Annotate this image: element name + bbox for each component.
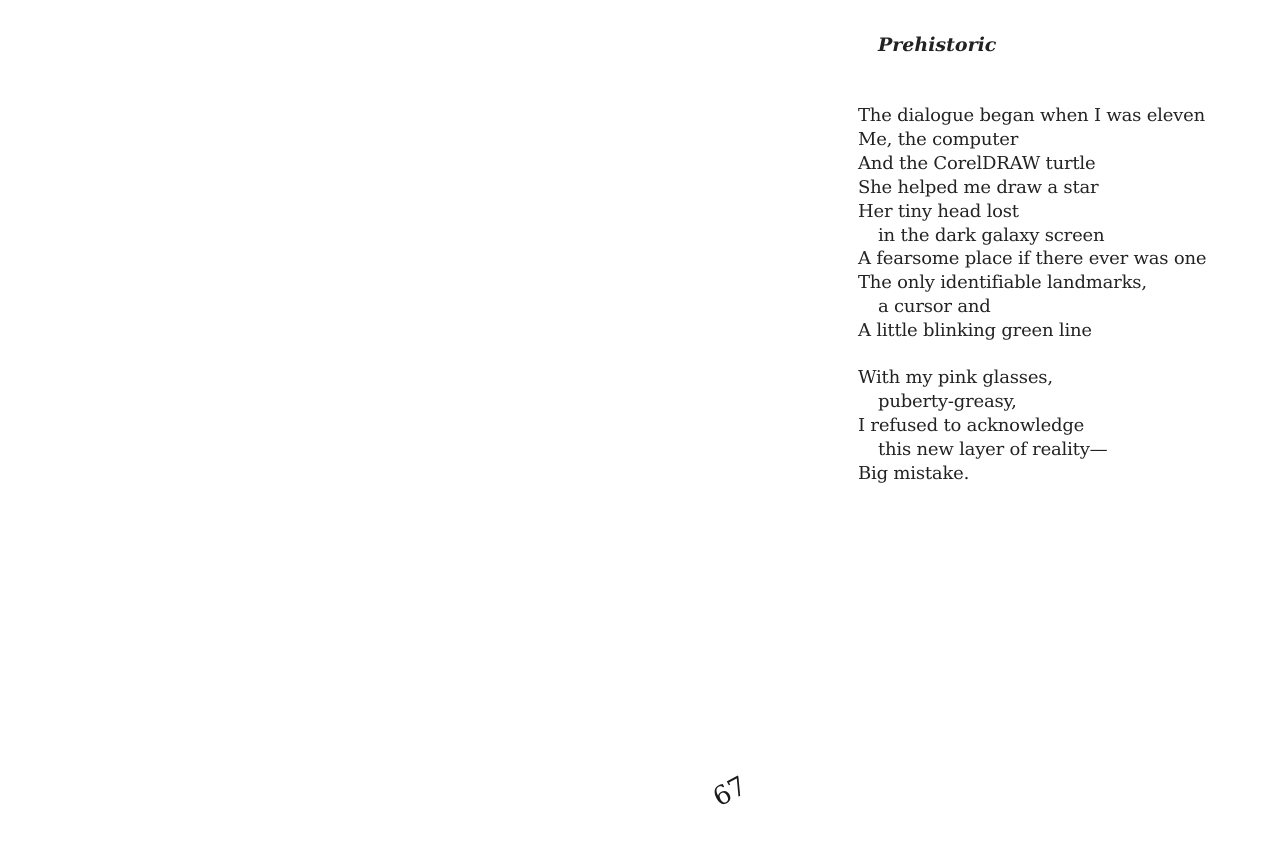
poem-line: Me, the computer [858,128,1019,150]
stanza-2 [858,366,1278,486]
poem-line: The only identifiable landmarks, [858,272,1147,294]
poem-line: A fearsome place if there ever was one [858,248,1207,270]
poem-line-indented: a cursor and [878,296,991,318]
poem-line: Big mistake. [858,462,970,484]
poem-line: I refused to acknowledge [858,414,1085,436]
poem-body [858,104,1278,509]
poem-line-indented: puberty-greasy, [878,390,1017,412]
page-number: 67 [708,770,752,814]
poem-title: Prehistoric [878,34,997,56]
poem-line-indented: in the dark galaxy screen [878,224,1105,246]
poem-line: With my pink glasses, [858,367,1053,389]
poem-line: Her tiny head lost [858,200,1019,222]
poem-line: And the CorelDRAW turtle [858,152,1096,174]
stanza-1 [858,104,1278,343]
poem-line-indented: this new layer of reality— [878,438,1108,460]
poem-line: She helped me draw a star [858,176,1099,198]
poem-line: The dialogue began when I was eleven [858,105,1205,126]
poem-line: A little blinking green line [858,320,1092,342]
